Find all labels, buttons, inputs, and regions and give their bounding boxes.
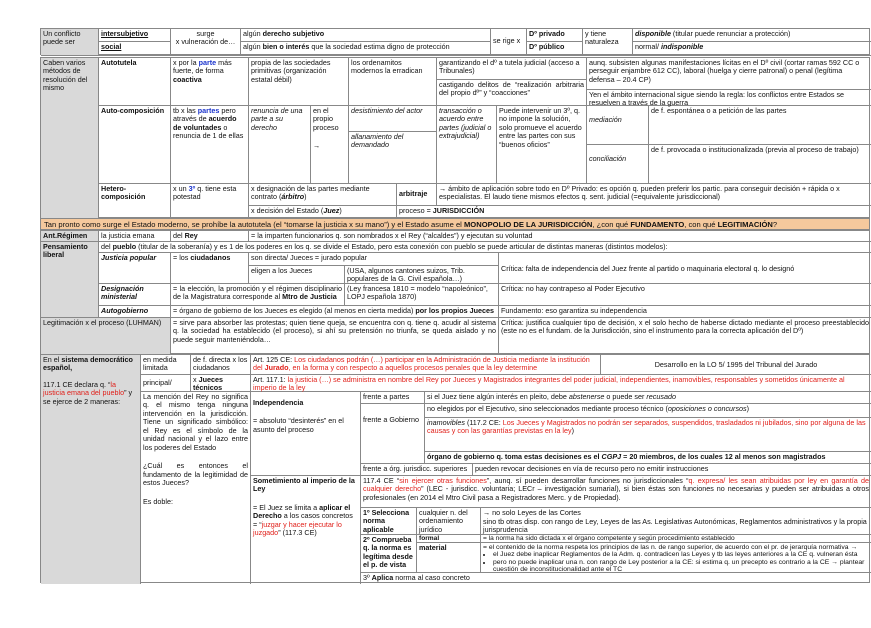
autotutela-manifestaciones: aunq. subsisten algunas manifestaciones lícitas en el Dº civil (cortar ramas 592 CC o perseguir enjambre 612 CC), laboral (huelga y cierre patronal) o penal (legítima defensa – 20.4 CP) [587, 58, 871, 90]
arbitraje-desc: → ámbito de aplicación sobre todo en Dº Privado: es opción q. pueden preferir los partic. para conseguir decisión + rápida o x especialistas. El laudo tiene mismos efectos q. sent. judicial (=equivalente jurisdiccional) [437, 184, 871, 206]
justicia-emana-pueblo: la justicia emana del pueblo [43, 379, 125, 398]
monopolio-bar: Tan pronto como surge el Estado moderno, se prohíbe la autotutela (el “tomarse la justicia x su mano”) y el Estado asume el MONOPOLIO DE LA JURISDICCIÓN, ¿con qué FUNDAMENTO, con qué LEGITIMACIÓN? [40, 218, 870, 230]
frente-organos-desc: pueden revocar decisiones en vía de recurso pero no emitir instrucciones [473, 464, 871, 476]
es-doble: Es doble: [143, 496, 173, 506]
allanamiento-cell: allanamiento del demandado [349, 132, 437, 184]
mencion-rey-cell [141, 392, 251, 584]
conciliacion-label: conciliación [587, 145, 649, 184]
ant-regimen-label: Ant.Régimen [41, 231, 99, 242]
frente-partes-label: frente a partes [361, 392, 425, 404]
legitimacion-desc: = sirve para absorber las protestas; quien tiene queja, se encuentra con q. tiene q. acudir al sistema q. la sociedad ha establecido (el proceso), si ahí su pretensión no triunfa, se queda aislado y no puede seguir manteniéndola… [171, 318, 499, 355]
derecho-subjetivo-term: derecho subjetivo [262, 29, 325, 38]
frente-partes-desc: si el Juez tiene algún interés en pleito, debe abstenerse o puede ser recusado [425, 392, 871, 404]
directa-ciudadanos: de f. directa x los ciudadanos [191, 355, 251, 375]
material-bullet-reglamentos: • el Juez debe inaplicar Reglamentos de la Adm. q. contradicen las Leyes y tb las leyes anteriores a la CE q. vulneran ésta [493, 551, 869, 558]
autogobierno-label: Autogobierno [99, 306, 171, 318]
surge-cell [171, 29, 241, 56]
independencia-label: Independencia [253, 398, 304, 407]
justicia-popular-critica: Crítica: falta de independencia del Juez frente al partido o maquinaria electoral q. lo designó [499, 253, 871, 284]
material-desc: = el contenido de la norma respeta los principios de las n. de rango superior, de acuerdo con el pr. de jerarquía normativa → • el Juez debe inaplicar Reglamentos de la Adm. q. contradicen las Leyes y tb las leyes anteriores a la CE q. vulneran ésta • pero no puede inaplicar una n. con rango de Ley posterior a la CE: si estima q. un precepto es contrario a la CE → plantear cuestión de inconstitucionalidad ante el TC [481, 543, 871, 573]
frente-organos-label: frente a órg. jurisdicc. superiores [361, 464, 473, 476]
gobierno-seleccion: no elegidos por el Ejecutivo, sino seleccionados mediante proceso técnico (oposiciones o concursos) [425, 404, 871, 418]
autotutela-internacional: Yen el ámbito internacional sigue siendo la regla: los conflictos entre Estados se resuelven a través de la guerra [587, 90, 871, 106]
jueces-tecnicos: x Jueces técnicos [191, 375, 251, 392]
transaccion-cell: transacción o acuerdo entre partes (judicial o extrajudicial) [437, 106, 497, 184]
mediacion-desc: de f. espontánea o a petición de las partes [649, 106, 871, 145]
vulneracion-label: x vulneración de… [175, 37, 236, 47]
formal-desc: = la norma ha sido dictada x el órgano competente y según procedimiento establecido [481, 535, 871, 543]
frente-gobierno-label: frente a Gobierno [361, 404, 425, 464]
mediacion-label: mediación [587, 106, 649, 145]
ant-regimen-desc: = la imparten funcionarios q. son nombrados x el Rey (“alcaldes”) y ejecutan su voluntad [249, 231, 871, 242]
autotutela-desc: x por la parte más fuerte, de forma coactiva [171, 58, 249, 106]
justicia-emana: la justicia emana [99, 231, 171, 242]
intersubjetivo-label: intersubjetivo [101, 29, 149, 38]
autocomposicion-desc: tb x las partes pero através de acuerdo de voluntades o renuncia de 1 de ellas [171, 106, 249, 184]
designacion-ministerial-critica: Crítica: no hay contrapeso al Poder Ejecutivo [499, 284, 871, 306]
dp-publico-label: Dº público [527, 42, 583, 56]
surge-label: surge [196, 29, 215, 38]
autotutela-primitivas: propia de las sociedades primitivas (organización estatal débil) [249, 58, 349, 106]
eligen-jueces: eligen a los Jueces [249, 266, 345, 284]
art117-cell: Art. 117.1: la justicia (…) se administra en nombre del Rey por Jueces y Magistrados integrantes del poder judicial, independientes, inamovibles, responsables y sometidos únicamente al imperio de la ley [251, 375, 871, 392]
art117-4-cell: 117.4 CE “sin ejercer otras funciones”, aunq. sí pueden desarrollar funciones no jurisdiccionales “q. expresa/ les sean atribuidas por ley en garantía de cualquier derecho” (LEC - jurisdicc. voluntaria; LECr – investigación sumarial), si bien éstas son funciones no necesarias y pueden ser atribuidas a otros profesionales (en 2014 el Mtro Civil pasa a Registradores Merc. y de Propiedad). [361, 476, 871, 508]
sometimiento-label: Sometimiento al imperio de la Ley [253, 476, 355, 494]
ley-francesa: (Ley francesa 1810 = modelo “napoleónico”, LOPJ española 1870) [345, 284, 499, 306]
dp-privado-label: Dº privado [527, 29, 583, 42]
autogobierno-desc: = órgano de gobierno de los Jueces es elegido (al menos en cierta medida) por los propios Jueces [171, 306, 499, 318]
bien-interes-cell: algún bien o interés que la sociedad estima digno de protección [241, 42, 491, 56]
legitimacion-critica: Crítica: justifica cualquier tipo de decisión, x el solo hecho de haberse dictado mediante el proceso preestablecido (este no es el fundam. de la Jurisdicción, sino el instrumento para la correcta aplicación del Dº) [501, 318, 869, 336]
se-rige-label: se rige x [491, 29, 527, 56]
del-rey: del Rey [171, 231, 249, 242]
proceso-jurisdiccion: proceso = JURISDICCIÓN [399, 206, 485, 215]
heterocomposicion-desc: x un 3º q. tiene esta potestad [171, 184, 249, 219]
medida-limitada: en medida limitada [141, 355, 191, 375]
social-label: social [101, 42, 122, 51]
independencia-cell [251, 392, 361, 476]
conciliacion-desc: de f. provocada o institucionalizada (previa al proceso de trabajo) [649, 145, 871, 184]
heterocomposicion-label: Hetero-composición [99, 184, 171, 219]
cualquier-norma: cualquier n. del ordenamiento jurídico [417, 508, 481, 535]
derecho-subjetivo-cell: algún derecho subjetivo [241, 29, 491, 42]
otras-disposiciones: sino tb otras disp. con rango de Ley, Leyes de las As. Legislativas Autonómicas, Reglamentos administrativos y la propia jurisprudencia [481, 517, 871, 535]
methods-heading: Caben varios métodos de resolución del mismo [41, 58, 99, 219]
desistimiento-cell: desistimiento del actor [349, 106, 437, 132]
disponible-term: disponible [635, 29, 671, 38]
indisponible-cell: normal/ indisponible [633, 42, 871, 56]
arbitraje-label: arbitraje [397, 184, 437, 206]
comprueba-norma: 2º Comprueba q. la norma es legítima desde el p. de vista [361, 535, 417, 573]
selecciona-norma: 1º Selecciona norma aplicable [361, 508, 417, 535]
bien-interes-term: bien o interés [262, 42, 310, 51]
conflict-heading: Un conflicto puede ser [41, 29, 99, 56]
usa-cantones: (USA, algunos cantones suizos, Trib. populares de la G. Civil española…) [345, 266, 499, 284]
document-page [40, 28, 870, 583]
independencia-desc: = absoluto “desinterés” en el asunto del proceso [253, 416, 344, 434]
art125-cell: Art. 125 CE: Los ciudadanos podrán (…) participar en la Administración de Justicia mediante la institución del Jurado, en la forma y con respecto a aquellos procesos penales que la ley determine [251, 355, 601, 375]
pueblo-desc: del pueblo (titular de la soberanía) y es 1 de los poderes en los q. se divide el Estado, pero esta conexión con pueblo se puede articular de distintas maneras (distintos modelos): [99, 242, 871, 253]
disponible-cell: disponible (titular puede renunciar a protección) [633, 29, 871, 42]
proceso-cell: en el propio proceso → [311, 106, 349, 184]
lo-jurado: Desarrollo en la LO 5/ 1995 del Tribunal del Jurado [601, 355, 871, 375]
conflict-table [40, 28, 870, 55]
indisponible-term: indisponible [660, 42, 704, 51]
leyes-cortes: → no solo Leyes de las Cortes [483, 508, 581, 517]
sometimiento-cell: Sometimiento al imperio de la Ley = El Juez se limita a aplicar el Derecho a los casos concretos = “juzgar y hacer ejecutar lo juzgado” (117.3 CE) [251, 476, 361, 584]
material-bullet-inconstitucionalidad: • pero no puede inaplicar una n. con rango de Ley posterior a la CE: si estima q. un precepto es contrario a la CE → plantear cuestión de inconstitucionalidad ante el TC [493, 559, 869, 574]
aplica-norma: 3º Aplica norma al caso concreto [363, 573, 470, 582]
autotutela-tutela-judicial: garantizando el dº a tutela judicial (acceso a Tribunales) [437, 58, 587, 80]
sistema-table [40, 354, 870, 583]
arrow-icon: → [313, 141, 321, 151]
autotutela-castigando: castigando delitos de “realización arbitraria del propio dº” y “coacciones” [437, 80, 587, 106]
naturaleza-label: y tiene naturaleza [583, 29, 633, 56]
autotutela-label: Autotutela [99, 58, 171, 106]
renuncia-cell: renuncia de una parte a su derecho [249, 106, 311, 184]
designacion-ministerial-label: Designación ministerial [99, 284, 171, 306]
pensamiento-liberal-label: Pensamiento liberal [41, 242, 99, 318]
justicia-popular-ciudadanos: = los ciudadanos [171, 253, 249, 284]
material-label: material [417, 543, 481, 573]
jurado-popular: son directa/ Jueces = jurado popular [249, 253, 499, 266]
legitimacion-label: Legitimación x el proceso (LUHMAN) [41, 318, 171, 355]
principal-label: principal/ [141, 375, 191, 392]
sistema-heading: En el sistema democrático español, 117.1 CE declara q. “la justicia emana del pueblo” y se ejerce de 2 maneras: [41, 355, 141, 584]
methods-table [40, 57, 870, 218]
decision-estado: x decisión del Estado (Juez) [249, 206, 397, 219]
autocomposicion-label: Auto-composición [99, 106, 171, 184]
fundamento-table [40, 230, 870, 354]
justicia-popular-label: Justicia popular [99, 253, 171, 284]
fundamento-pregunta: ¿Cuál es entonces el fundamento de la legitimidad de estos Jueces? [143, 461, 248, 488]
autotutela-modernos: los ordenamitos modernos la erradican [349, 58, 437, 106]
formal-label: formal [417, 535, 481, 543]
tercero-cell: Puede intervenir un 3º, q. no impone la solución, solo promueve el acuerdo entre las partes con sus “buenos oficios” [497, 106, 587, 184]
mencion-rey: La mención del Rey no significa q. el mismo tenga ninguna intervención en la jurisdicción. Tiene un significado simbólico: el Rey es el símbolo de la unidad nacional y el lazo entre los poderes del Estado [143, 392, 248, 452]
gobierno-inamovibles: inamovibles (117.2 CE: Los Jueces y Magistrados no podrán ser separados, suspendidos, trasladados ni jubilados, sino por alguna de las causas y con las garantías previstas en la ley) [425, 418, 871, 452]
gobierno-cgpj: órgano de gobierno q. toma estas decisiones es el CGPJ = 20 miembros, de los cuales 12 al menos son magistrados [425, 452, 871, 464]
designacion-partes: x designación de las partes mediante contrato (árbitro) [249, 184, 397, 206]
autogobierno-fundamento: Fundamento: eso garantiza su independencia [499, 306, 871, 318]
designacion-ministerial-desc: = la elección, la promoción y el régimen disciplinario de la Magistratura corresponde al Mtro de Justicia [171, 284, 345, 306]
